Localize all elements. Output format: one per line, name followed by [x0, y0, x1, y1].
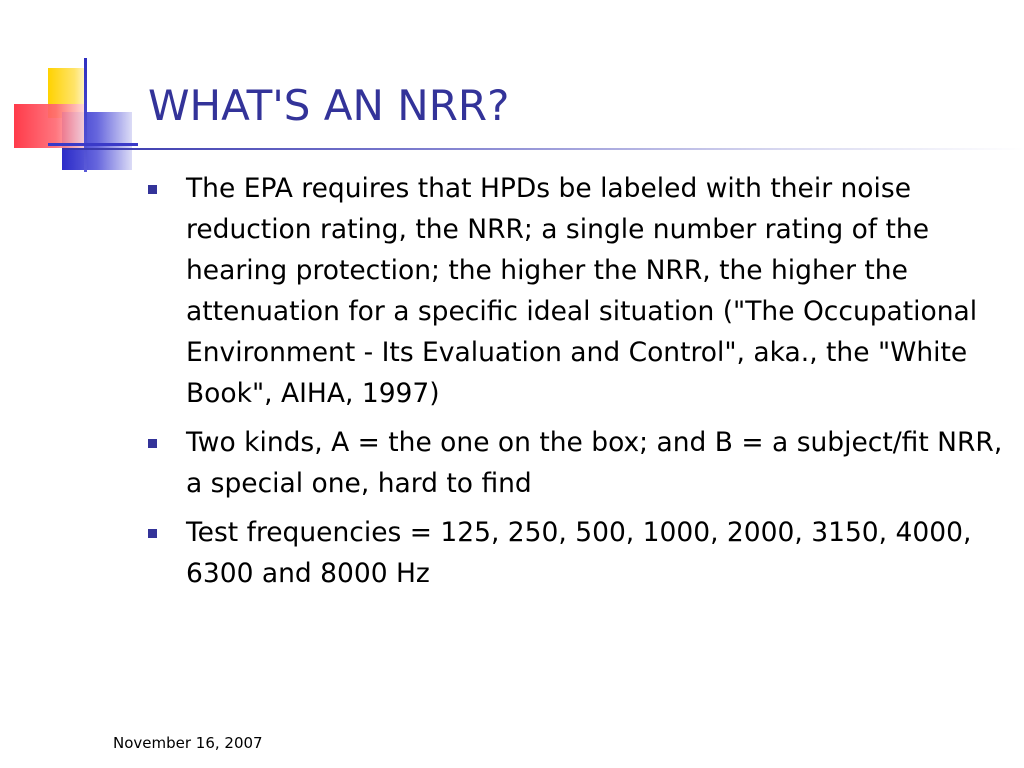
- footer-date: November 16, 2007: [113, 734, 263, 752]
- logo-red-square: [14, 104, 84, 148]
- logo-squares-graphic: [0, 0, 160, 180]
- square-bullet-icon: [148, 529, 157, 538]
- bullet-item: [148, 422, 1008, 504]
- square-bullet-icon: [148, 185, 157, 194]
- logo-vertical-line: [84, 58, 87, 172]
- bullet-text: Two kinds, A = the one on the box; and B = a subject/fit NRR, a special one, hard to find: [186, 427, 1003, 499]
- square-bullet-icon: [148, 439, 157, 448]
- bullet-list: [148, 168, 1008, 602]
- slide-title: WHAT'S AN NRR?: [148, 81, 510, 130]
- bullet-item: [148, 168, 1008, 414]
- bullet-text: Test frequencies = 125, 250, 500, 1000, 2000, 3150, 4000, 6300 and 8000 Hz: [186, 517, 972, 589]
- logo-horizontal-line: [48, 143, 138, 146]
- title-underline: [62, 148, 1024, 150]
- bullet-item: [148, 512, 1008, 594]
- decorative-logo: [0, 0, 160, 180]
- bullet-text: The EPA requires that HPDs be labeled with their noise reduction rating, the NRR; a single number rating of the hearing protection; the higher the NRR, the higher the attenuation for a specific ideal situation ("The Occupational Environment - Its Evaluation and Control", aka., the "White Book", AIHA, 1997): [186, 173, 978, 409]
